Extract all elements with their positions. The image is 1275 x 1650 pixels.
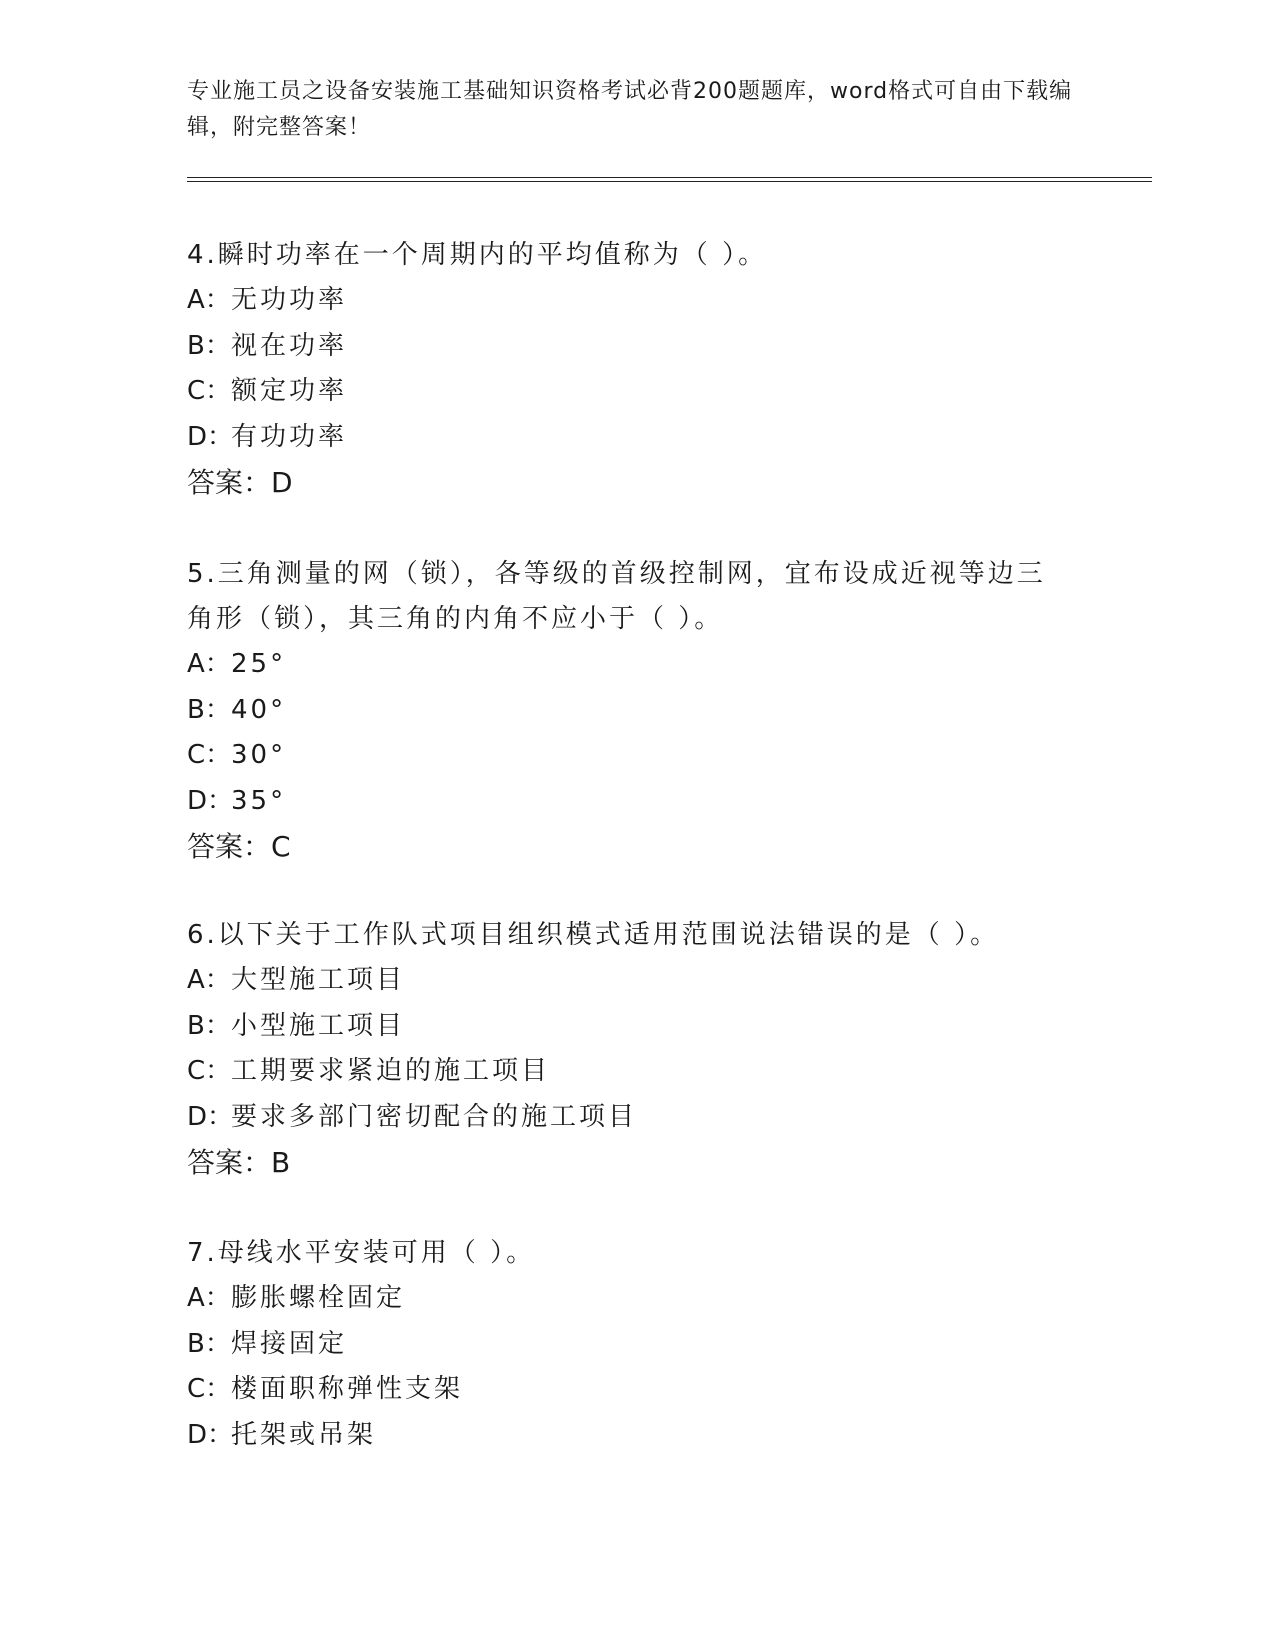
option-d — [187, 1095, 1067, 1141]
question-5 — [187, 552, 1067, 870]
option-key: D： — [187, 1101, 234, 1132]
option-b — [187, 1322, 1067, 1368]
option-key: D： — [187, 1419, 234, 1450]
option-key: A： — [187, 649, 231, 679]
question-7 — [187, 1231, 1067, 1458]
option-key: D： — [187, 785, 234, 816]
option-text: 要求多部门密切配合的施工项目 — [231, 1101, 638, 1132]
option-text: 小型施工项目 — [231, 1010, 406, 1041]
option-text: 视在功率 — [231, 330, 348, 361]
option-text: 无功功率 — [231, 285, 348, 315]
option-b — [187, 1004, 1067, 1050]
option-key: B： — [187, 330, 231, 361]
question-stem: 6.以下关于工作队式项目组织模式适用范围说法错误的是（ ）。 — [187, 920, 1000, 950]
option-text: 有功功率 — [231, 421, 348, 452]
answer-line: 答案：D — [187, 466, 293, 499]
option-key: A： — [187, 1283, 231, 1313]
option-c — [187, 369, 1067, 415]
header-rule-bottom — [187, 181, 1152, 182]
option-text: 40° — [231, 694, 287, 725]
option-text: 30° — [231, 740, 287, 770]
option-b — [187, 324, 1067, 370]
option-c — [187, 1367, 1067, 1413]
option-c — [187, 1049, 1067, 1095]
option-text: 膨胀螺栓固定 — [231, 1283, 406, 1313]
option-a — [187, 958, 1067, 1004]
question-stem: 5.三角测量的网（锁），各等级的首级控制网，宜布设成近视等边三角形（锁），其三角的内角不应小于（ ）。 — [187, 559, 1046, 634]
option-key: D： — [187, 421, 234, 452]
option-d — [187, 1413, 1067, 1459]
option-text: 楼面职称弹性支架 — [231, 1374, 464, 1404]
question-4 — [187, 233, 1067, 506]
option-text: 大型施工项目 — [231, 965, 406, 995]
question-stem: 7.母线水平安装可用（ ）。 — [187, 1238, 536, 1268]
option-c — [187, 733, 1067, 779]
option-text: 35° — [231, 785, 287, 816]
question-6 — [187, 913, 1067, 1186]
option-key: C： — [187, 1056, 232, 1086]
option-text: 焊接固定 — [231, 1328, 348, 1359]
option-a — [187, 642, 1067, 688]
option-text: 工期要求紧迫的施工项目 — [231, 1056, 551, 1086]
header-rule-top — [187, 177, 1152, 178]
option-key: A： — [187, 965, 231, 995]
question-stem: 4.瞬时功率在一个周期内的平均值称为（ ）。 — [187, 240, 768, 270]
option-text: 额定功率 — [231, 376, 348, 406]
option-a — [187, 278, 1067, 324]
answer-line: 答案：C — [187, 830, 291, 863]
option-key: C： — [187, 376, 232, 406]
option-b — [187, 688, 1067, 734]
answer-line: 答案：B — [187, 1146, 291, 1179]
option-key: C： — [187, 1374, 232, 1404]
option-text: 托架或吊架 — [231, 1419, 377, 1450]
document-header: 专业施工员之设备安装施工基础知识资格考试必背200题题库，word格式可自由下载编辑，附完整答案！ — [187, 79, 1073, 140]
option-key: B： — [187, 1328, 231, 1359]
option-d — [187, 415, 1067, 461]
option-a — [187, 1276, 1067, 1322]
option-key: A： — [187, 285, 231, 315]
option-key: C： — [187, 740, 232, 770]
option-d — [187, 779, 1067, 825]
option-key: B： — [187, 1010, 231, 1041]
option-text: 25° — [231, 649, 287, 679]
option-key: B： — [187, 694, 231, 725]
